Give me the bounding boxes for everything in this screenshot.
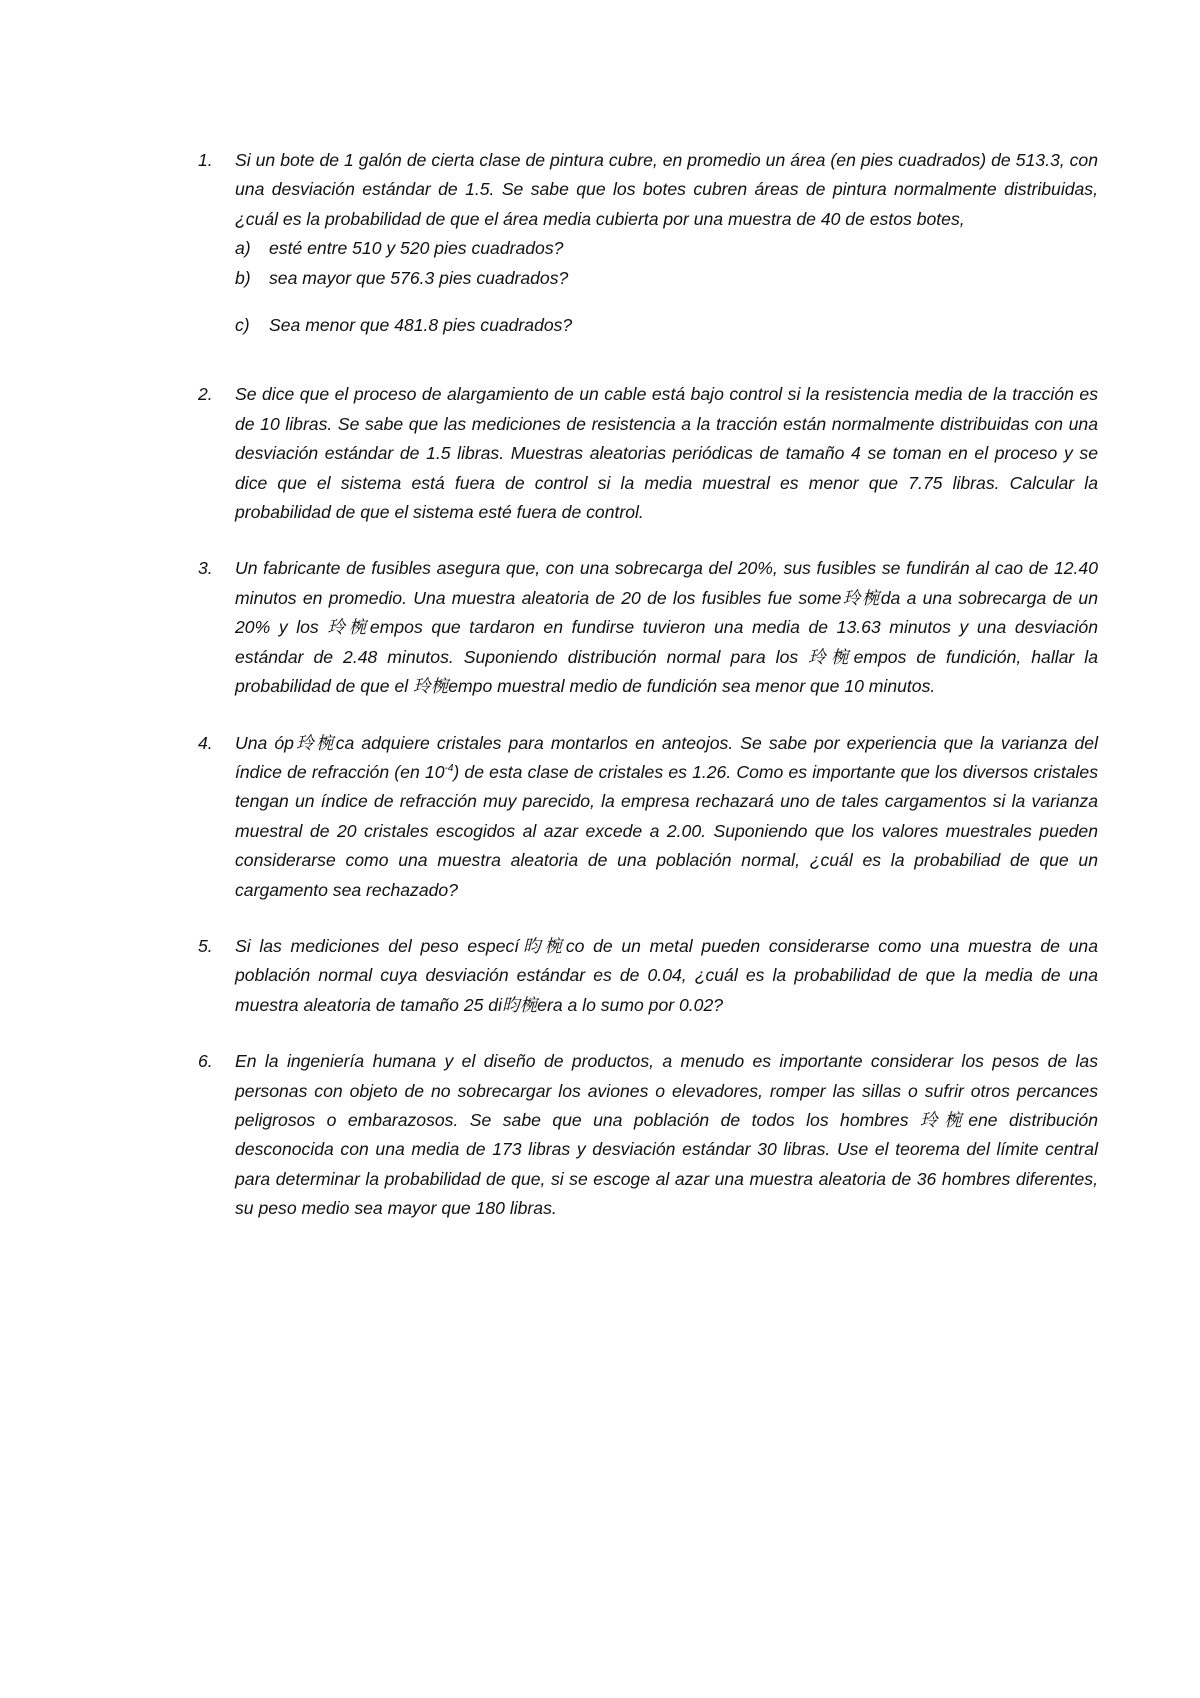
problem-2 — [198, 380, 1098, 527]
problem-text: Un fabricante de fusibles asegura que, con una sobrecarga del 20%, sus fusibles se fundirán al cao de 12.40 minutos en promedio. Una muestra aleatoria de 20 de los fusibles fue some玲椀da a una sobrecarga de un 20% y los 玲椀empos que tardaron en fundirse tuvieron una media de 13.63 minutos y una desviación estándar de 2.48 minutos. Suponiendo distribución normal para los 玲椀empos de fundición, hallar la probabilidad de que el 玲椀empo muestral medio de fundición sea menor que 10 minutos. — [235, 558, 1098, 697]
problem-number: 6. — [198, 1051, 213, 1072]
problem-6 — [198, 1047, 1098, 1223]
subitem-letter: b) — [235, 267, 251, 288]
problem-text — [235, 729, 1098, 905]
problem-text: Si un bote de 1 galón de cierta clase de pintura cubre, en promedio un área (en pies cuadrados) de 513.3, con una desviación estándar de 1.5. Se sabe que los botes cubren áreas de pintura normalmente distribuidas, ¿cuál es la probabilidad de que el área media cubierta por una muestra de 40 de estos botes, — [235, 150, 1098, 229]
problem-number: 4. — [198, 732, 213, 753]
subitem-text: esté entre 510 y 520 pies cuadrados? — [269, 238, 564, 259]
problem-text-part: Una óp玲椀ca adquiere cristales para montarlos en anteojos. Se sabe por experiencia que la varianza del índice de refracción (en 10 — [235, 732, 1098, 782]
problem-number: 5. — [198, 935, 213, 956]
subitem-text: sea mayor que 576.3 pies cuadrados? — [269, 267, 569, 288]
problem-list — [198, 146, 1098, 1224]
exponent: -4 — [444, 763, 454, 775]
problem-text: Si las mediciones del peso especí昀椀co de un metal pueden considerarse como una muestra de una población normal cuya desviación estándar es de 0.04, ¿cuál es la probabilidad de que la media de una muestra aleatoria de tamaño 25 di昀椀era a lo sumo por 0.02? — [235, 935, 1098, 1015]
problem-number: 1. — [198, 150, 213, 170]
subitem-text: Sea menor que 481.8 pies cuadrados? — [269, 315, 573, 336]
subitem-a — [235, 234, 1098, 263]
problem-5 — [198, 932, 1098, 1020]
subitem-c — [235, 311, 1098, 340]
subitem-letter: c) — [235, 315, 250, 336]
problem-number: 2. — [198, 384, 213, 405]
subitem-letter: a) — [235, 238, 251, 259]
subitem-list — [235, 234, 1098, 340]
problem-text-part: ) de esta clase de cristales es 1.26. Como es importante que los diversos cristales tengan un índice de refracción muy parecido, la empresa rechazará uno de tales cargamentos si la varianza muestral de 20 cristales escogidos al azar excede a 2.00. Suponiendo que los valores muestrales pueden considerarse como una muestra aleatoria de una población normal, ¿cuál es la probabiliad de que un cargamento sea rechazado? — [235, 761, 1098, 900]
problem-1 — [198, 146, 1098, 340]
problem-3 — [198, 554, 1098, 701]
problem-text: En la ingeniería humana y el diseño de productos, a menudo es importante considerar los pesos de las personas con objeto de no sobrecargar los aviones o elevadores, romper las sillas o sufrir otros percances peligrosos o embarazosos. Se sabe que una población de todos los hombres 玲椀ene distribución desconocida con una media de 173 libras y desviación estándar 30 libras. Use el teorema del límite central para determinar la probabilidad de que, si se escoge al azar una muestra aleatoria de 36 hombres diferentes, su peso medio sea mayor que 180 libras. — [235, 1051, 1098, 1219]
problem-text: Se dice que el proceso de alargamiento de un cable está bajo control si la resistencia media de la tracción es de 10 libras. Se sabe que las mediciones de resistencia a la tracción están normalmente distribuidas con una desviación estándar de 1.5 libras. Muestras aleatorias periódicas de tamaño 4 se toman en el proceso y se dice que el sistema está fuera de control si la media muestral es menor que 7.75 libras. Calcular la probabilidad de que el sistema esté fuera de control. — [235, 384, 1098, 523]
problem-4 — [198, 729, 1098, 905]
subitem-b — [235, 264, 1098, 293]
problem-number: 3. — [198, 558, 213, 579]
